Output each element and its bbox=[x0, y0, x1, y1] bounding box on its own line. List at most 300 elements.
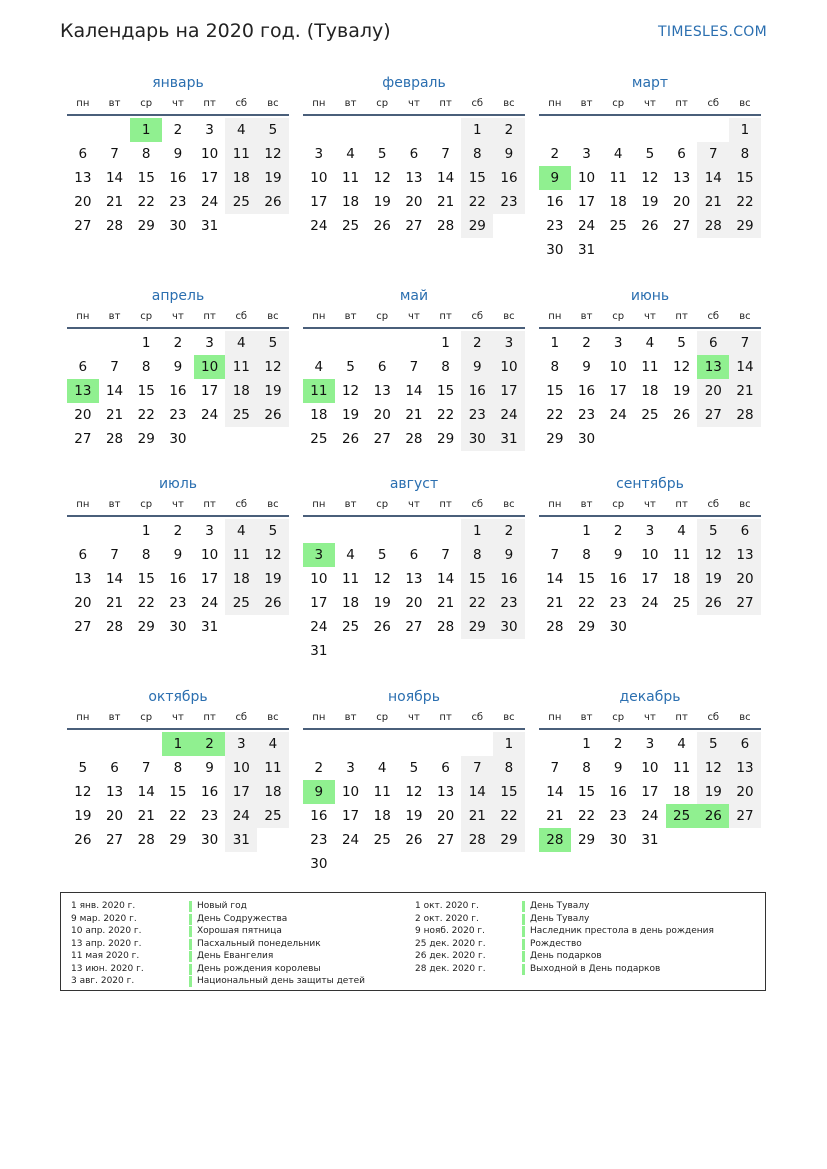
month-name: сентябрь bbox=[616, 476, 684, 492]
day-cell: 6 bbox=[78, 547, 88, 563]
day-cell: 14 bbox=[437, 571, 455, 587]
day-cell: 26 bbox=[697, 591, 729, 615]
holiday-date: 9 мар. 2020 г. bbox=[71, 913, 137, 924]
weekday-label: пн bbox=[548, 311, 562, 322]
empty-cell bbox=[666, 118, 698, 142]
day-cell: 30 bbox=[609, 619, 627, 635]
day-cell: 22 bbox=[437, 407, 455, 423]
day-cell: 24 bbox=[641, 595, 659, 611]
day-cell: 18 bbox=[673, 784, 691, 800]
day-cell: 18 bbox=[257, 780, 289, 804]
day-cell: 11 bbox=[257, 756, 289, 780]
weekday-label: вт bbox=[108, 311, 121, 322]
day-cell: 22 bbox=[137, 595, 155, 611]
day-cell: 27 bbox=[673, 218, 691, 234]
weekday-label: вс bbox=[739, 311, 751, 322]
day-cell: 1 bbox=[582, 736, 591, 752]
month-name: июль bbox=[158, 476, 198, 492]
empty-cell bbox=[430, 732, 462, 756]
day-cell: 28 bbox=[437, 619, 455, 635]
holiday-marker bbox=[522, 901, 525, 912]
weekday-label: ср bbox=[376, 311, 389, 322]
day-cell: 19 bbox=[341, 407, 360, 423]
weekday-label: ср bbox=[612, 712, 625, 723]
weekday-label: чт bbox=[172, 98, 184, 109]
holiday-marker bbox=[522, 951, 525, 962]
month-6 bbox=[539, 285, 761, 451]
weekday-label: сб bbox=[235, 712, 248, 723]
weekday-label: чт bbox=[172, 712, 184, 723]
day-cell: 29 bbox=[577, 832, 596, 848]
day-cell: 12 bbox=[373, 571, 391, 587]
day-cell: 16 bbox=[310, 808, 328, 824]
day-cell: 3 bbox=[582, 146, 591, 162]
day-cell: 7 bbox=[141, 760, 151, 776]
day-cell: 21 bbox=[105, 595, 124, 611]
day-cell: 26 bbox=[405, 832, 423, 848]
day-cell: 25 bbox=[225, 403, 257, 427]
day-cell: 8 bbox=[729, 142, 761, 166]
day-grid bbox=[67, 519, 289, 639]
day-cell: 4 bbox=[645, 335, 655, 351]
day-cell: 9 bbox=[613, 760, 623, 776]
day-cell: 1 bbox=[493, 732, 525, 756]
day-cell: 23 bbox=[609, 808, 627, 824]
day-cell: 9 bbox=[493, 142, 525, 166]
day-cell: 6 bbox=[110, 760, 119, 776]
empty-cell bbox=[539, 118, 571, 142]
holiday-day-cell: 10 bbox=[194, 355, 226, 379]
holiday-day-cell: 28 bbox=[539, 828, 571, 852]
weekday-label: вт bbox=[580, 499, 593, 510]
day-cell: 7 bbox=[409, 359, 419, 375]
day-cell: 2 bbox=[173, 523, 183, 539]
day-cell: 16 bbox=[201, 784, 219, 800]
holiday-day-cell: 2 bbox=[194, 732, 226, 756]
empty-cell bbox=[99, 732, 131, 756]
weekday-label: сб bbox=[471, 311, 484, 322]
day-cell: 10 bbox=[310, 170, 328, 186]
day-cell: 29 bbox=[461, 615, 493, 639]
day-cell: 25 bbox=[341, 619, 360, 635]
holiday-marker bbox=[189, 964, 192, 975]
day-cell: 29 bbox=[169, 832, 187, 848]
day-cell: 27 bbox=[697, 403, 729, 427]
day-cell: 24 bbox=[577, 218, 596, 234]
day-cell: 20 bbox=[74, 595, 92, 611]
day-cell: 29 bbox=[137, 218, 155, 234]
month-5 bbox=[303, 285, 525, 451]
day-cell: 5 bbox=[257, 519, 289, 543]
day-cell: 19 bbox=[373, 595, 391, 611]
day-cell: 24 bbox=[225, 804, 257, 828]
weekday-label: сб bbox=[707, 311, 720, 322]
day-cell: 4 bbox=[225, 118, 257, 142]
weekday-label: ср bbox=[376, 98, 389, 109]
day-cell: 5 bbox=[346, 359, 355, 375]
weekday-label: ср bbox=[376, 712, 389, 723]
day-cell: 25 bbox=[341, 218, 360, 234]
day-cell: 23 bbox=[201, 808, 219, 824]
weekday-label: пт bbox=[203, 499, 216, 510]
day-cell: 4 bbox=[257, 732, 289, 756]
day-cell: 16 bbox=[169, 571, 187, 587]
day-cell: 3 bbox=[346, 760, 355, 776]
day-cell: 28 bbox=[729, 403, 761, 427]
day-cell: 7 bbox=[441, 146, 450, 162]
day-cell: 10 bbox=[341, 784, 360, 800]
day-cell: 4 bbox=[225, 331, 257, 355]
day-cell: 14 bbox=[437, 170, 455, 186]
day-cell: 29 bbox=[729, 214, 761, 238]
day-cell: 28 bbox=[137, 832, 155, 848]
day-cell: 15 bbox=[137, 383, 155, 399]
day-cell: 18 bbox=[341, 595, 360, 611]
holiday-day-cell: 13 bbox=[697, 355, 729, 379]
day-cell: 2 bbox=[493, 118, 525, 142]
day-cell: 30 bbox=[546, 242, 564, 258]
day-cell: 4 bbox=[346, 146, 355, 162]
empty-cell bbox=[571, 118, 603, 142]
holiday-marker bbox=[522, 939, 525, 950]
day-cell: 16 bbox=[577, 383, 596, 399]
day-cell: 14 bbox=[729, 355, 761, 379]
holiday-day-cell: 26 bbox=[697, 804, 729, 828]
month-4 bbox=[67, 285, 289, 451]
day-cell: 27 bbox=[405, 619, 423, 635]
day-cell: 7 bbox=[550, 760, 560, 776]
day-cell: 3 bbox=[205, 523, 214, 539]
weekday-label: сб bbox=[235, 311, 248, 322]
day-cell: 18 bbox=[673, 571, 691, 587]
holiday-marker bbox=[189, 951, 192, 962]
weekday-label: вт bbox=[344, 499, 357, 510]
weekday-label: пт bbox=[203, 98, 216, 109]
day-cell: 29 bbox=[437, 431, 455, 447]
day-cell: 30 bbox=[169, 431, 187, 447]
day-cell: 4 bbox=[314, 359, 324, 375]
day-cell: 9 bbox=[173, 547, 183, 563]
day-cell: 16 bbox=[609, 571, 627, 587]
day-cell: 14 bbox=[105, 571, 124, 587]
empty-cell bbox=[130, 732, 162, 756]
empty-cell bbox=[335, 519, 367, 543]
day-cell: 27 bbox=[729, 804, 761, 828]
month-name: май bbox=[399, 288, 429, 304]
day-cell: 18 bbox=[641, 383, 659, 399]
month-name: апрель bbox=[151, 288, 205, 304]
day-cell: 11 bbox=[341, 571, 360, 587]
weekday-label: пт bbox=[675, 98, 688, 109]
empty-cell bbox=[366, 732, 398, 756]
weekday-label: вт bbox=[580, 311, 593, 322]
day-cell: 26 bbox=[74, 832, 92, 848]
day-cell: 14 bbox=[105, 170, 124, 186]
day-cell: 26 bbox=[257, 190, 289, 214]
holiday-marker bbox=[522, 964, 525, 975]
day-cell: 9 bbox=[205, 760, 214, 776]
day-cell: 31 bbox=[577, 242, 596, 258]
day-cell: 22 bbox=[169, 808, 187, 824]
day-cell: 31 bbox=[201, 619, 219, 635]
day-cell: 20 bbox=[373, 407, 391, 423]
day-cell: 25 bbox=[310, 431, 328, 447]
day-cell: 24 bbox=[201, 407, 219, 423]
day-cell: 11 bbox=[225, 543, 257, 567]
holiday-name: Хорошая пятница bbox=[197, 926, 282, 936]
day-cell: 7 bbox=[110, 359, 119, 375]
day-cell: 22 bbox=[137, 194, 155, 210]
day-cell: 28 bbox=[461, 828, 493, 852]
day-cell: 19 bbox=[641, 194, 659, 210]
day-cell: 13 bbox=[105, 784, 124, 800]
day-cell: 24 bbox=[609, 407, 627, 423]
day-cell: 28 bbox=[697, 214, 729, 238]
day-cell: 27 bbox=[74, 218, 92, 234]
weekday-label: сб bbox=[235, 98, 248, 109]
day-cell: 5 bbox=[377, 146, 387, 162]
day-cell: 22 bbox=[729, 190, 761, 214]
empty-cell bbox=[303, 732, 335, 756]
weekday-label: вс bbox=[267, 499, 279, 510]
month-7 bbox=[67, 473, 289, 639]
weekday-label: сб bbox=[707, 499, 720, 510]
day-cell: 4 bbox=[346, 547, 355, 563]
day-cell: 9 bbox=[173, 146, 183, 162]
weekday-label: чт bbox=[172, 499, 184, 510]
day-cell: 2 bbox=[461, 331, 493, 355]
holiday-date: 25 дек. 2020 г. bbox=[415, 938, 486, 949]
day-cell: 6 bbox=[409, 547, 419, 563]
day-cell: 31 bbox=[310, 643, 328, 659]
empty-cell bbox=[303, 118, 335, 142]
weekday-label: ср bbox=[612, 98, 625, 109]
empty-cell bbox=[99, 519, 131, 543]
day-cell: 26 bbox=[673, 407, 691, 423]
weekday-label: сб bbox=[235, 499, 248, 510]
day-cell: 23 bbox=[546, 218, 564, 234]
day-grid bbox=[303, 732, 525, 876]
day-cell: 11 bbox=[673, 760, 691, 776]
holiday-date: 3 авг. 2020 г. bbox=[71, 976, 135, 986]
day-cell: 15 bbox=[729, 166, 761, 190]
holiday-marker bbox=[189, 914, 192, 925]
day-cell: 24 bbox=[201, 595, 219, 611]
day-cell: 16 bbox=[493, 166, 525, 190]
day-cell: 23 bbox=[577, 407, 596, 423]
weekday-label: пн bbox=[312, 98, 326, 109]
day-cell: 8 bbox=[441, 359, 450, 375]
weekday-label: пн bbox=[76, 499, 90, 510]
weekday-label: вс bbox=[739, 712, 751, 723]
weekday-label: пн bbox=[548, 499, 562, 510]
day-cell: 8 bbox=[141, 359, 151, 375]
day-cell: 18 bbox=[609, 194, 627, 210]
holiday-name: Рождество bbox=[530, 938, 582, 949]
day-cell: 17 bbox=[493, 379, 525, 403]
day-cell: 18 bbox=[373, 808, 391, 824]
holiday-name: День Тувалу bbox=[530, 901, 590, 911]
day-cell: 26 bbox=[641, 218, 659, 234]
holiday-name: День Содружества bbox=[197, 913, 288, 924]
day-cell: 28 bbox=[405, 431, 423, 447]
day-cell: 2 bbox=[550, 146, 560, 162]
weekday-label: пн bbox=[76, 311, 90, 322]
day-cell: 26 bbox=[257, 591, 289, 615]
weekday-label: пт bbox=[439, 499, 452, 510]
day-cell: 30 bbox=[310, 856, 328, 872]
day-cell: 21 bbox=[137, 808, 155, 824]
day-cell: 22 bbox=[137, 407, 155, 423]
day-cell: 19 bbox=[74, 808, 92, 824]
day-cell: 2 bbox=[613, 736, 623, 752]
weekday-label: вт bbox=[108, 499, 121, 510]
day-cell: 14 bbox=[405, 383, 423, 399]
day-cell: 16 bbox=[169, 383, 187, 399]
empty-cell bbox=[398, 331, 430, 355]
empty-cell bbox=[697, 118, 729, 142]
day-cell: 23 bbox=[169, 407, 187, 423]
day-cell: 29 bbox=[493, 828, 525, 852]
holiday-date: 2 окт. 2020 г. bbox=[415, 913, 479, 924]
page-title: Календарь на 2020 год. (Тувалу) bbox=[60, 20, 391, 42]
day-cell: 7 bbox=[110, 146, 119, 162]
day-cell: 3 bbox=[314, 146, 324, 162]
weekday-label: вт bbox=[108, 712, 121, 723]
day-cell: 30 bbox=[577, 431, 596, 447]
day-cell: 8 bbox=[141, 146, 151, 162]
day-cell: 20 bbox=[405, 194, 423, 210]
day-cell: 6 bbox=[78, 359, 88, 375]
day-cell: 10 bbox=[641, 547, 659, 563]
weekday-header bbox=[67, 96, 289, 116]
weekday-label: вт bbox=[344, 712, 357, 723]
weekday-label: вт bbox=[580, 98, 593, 109]
holiday-date: 11 мая 2020 г. bbox=[71, 951, 140, 961]
day-cell: 21 bbox=[437, 595, 455, 611]
day-cell: 10 bbox=[225, 756, 257, 780]
weekday-label: вс bbox=[267, 712, 279, 723]
day-cell: 19 bbox=[257, 379, 289, 403]
weekday-label: вс bbox=[739, 98, 751, 109]
month-name: март bbox=[631, 75, 669, 91]
weekday-header bbox=[67, 309, 289, 329]
weekday-label: пт bbox=[675, 311, 688, 322]
site-logo[interactable]: TIMESLES.COM bbox=[658, 24, 767, 40]
day-cell: 28 bbox=[105, 431, 124, 447]
day-cell: 30 bbox=[493, 615, 525, 639]
weekday-label: пн bbox=[548, 712, 562, 723]
day-cell: 17 bbox=[201, 571, 219, 587]
day-cell: 20 bbox=[74, 407, 92, 423]
weekday-label: ср bbox=[612, 311, 625, 322]
day-cell: 30 bbox=[461, 427, 493, 451]
day-cell: 14 bbox=[546, 571, 564, 587]
weekday-label: сб bbox=[471, 499, 484, 510]
weekday-header bbox=[303, 96, 525, 116]
day-cell: 3 bbox=[645, 523, 655, 539]
day-cell: 4 bbox=[677, 523, 686, 539]
day-cell: 19 bbox=[257, 166, 289, 190]
day-cell: 19 bbox=[405, 808, 423, 824]
day-cell: 11 bbox=[225, 355, 257, 379]
weekday-label: пт bbox=[439, 311, 452, 322]
weekday-label: вт bbox=[108, 98, 121, 109]
holiday-marker bbox=[189, 901, 192, 912]
day-cell: 20 bbox=[729, 567, 761, 591]
weekday-label: пн bbox=[312, 311, 326, 322]
day-cell: 19 bbox=[257, 567, 289, 591]
day-cell: 28 bbox=[105, 619, 124, 635]
weekday-header bbox=[303, 497, 525, 517]
day-cell: 23 bbox=[609, 595, 627, 611]
empty-cell bbox=[335, 331, 367, 355]
weekday-header bbox=[303, 710, 525, 730]
day-cell: 15 bbox=[461, 567, 493, 591]
day-cell: 21 bbox=[546, 595, 564, 611]
day-cell: 20 bbox=[729, 780, 761, 804]
day-cell: 26 bbox=[257, 403, 289, 427]
day-cell: 25 bbox=[673, 595, 691, 611]
day-cell: 17 bbox=[609, 383, 627, 399]
empty-cell bbox=[335, 118, 367, 142]
day-cell: 8 bbox=[461, 142, 493, 166]
weekday-label: вс bbox=[267, 311, 279, 322]
day-cell: 20 bbox=[405, 595, 423, 611]
day-cell: 14 bbox=[697, 166, 729, 190]
day-cell: 24 bbox=[310, 619, 328, 635]
day-cell: 30 bbox=[169, 619, 187, 635]
day-cell: 23 bbox=[169, 595, 187, 611]
day-cell: 29 bbox=[546, 431, 564, 447]
day-cell: 10 bbox=[201, 547, 219, 563]
weekday-label: ср bbox=[140, 499, 153, 510]
day-cell: 5 bbox=[645, 146, 655, 162]
day-cell: 17 bbox=[310, 194, 328, 210]
empty-cell bbox=[398, 118, 430, 142]
day-cell: 13 bbox=[405, 170, 423, 186]
empty-cell bbox=[430, 118, 462, 142]
day-cell: 25 bbox=[225, 591, 257, 615]
day-cell: 5 bbox=[677, 335, 686, 351]
day-cell: 1 bbox=[550, 335, 560, 351]
day-cell: 29 bbox=[461, 214, 493, 238]
day-cell: 15 bbox=[169, 784, 187, 800]
day-cell: 8 bbox=[173, 760, 183, 776]
day-cell: 8 bbox=[461, 543, 493, 567]
holiday-day-cell: 25 bbox=[666, 804, 698, 828]
empty-cell bbox=[303, 519, 335, 543]
day-cell: 6 bbox=[78, 146, 88, 162]
day-cell: 27 bbox=[373, 431, 391, 447]
day-cell: 14 bbox=[546, 784, 564, 800]
holiday-date: 13 апр. 2020 г. bbox=[71, 938, 142, 949]
holiday-date: 26 дек. 2020 г. bbox=[415, 951, 486, 961]
weekday-label: пт bbox=[439, 712, 452, 723]
weekday-header bbox=[539, 96, 761, 116]
day-grid bbox=[67, 331, 289, 451]
day-cell: 29 bbox=[577, 619, 596, 635]
day-cell: 27 bbox=[105, 832, 124, 848]
day-cell: 5 bbox=[697, 519, 729, 543]
day-cell: 10 bbox=[577, 170, 596, 186]
day-cell: 12 bbox=[697, 543, 729, 567]
day-cell: 2 bbox=[173, 335, 183, 351]
day-cell: 12 bbox=[405, 784, 423, 800]
day-cell: 10 bbox=[609, 359, 627, 375]
day-cell: 27 bbox=[74, 431, 92, 447]
holiday-day-cell: 1 bbox=[162, 732, 194, 756]
